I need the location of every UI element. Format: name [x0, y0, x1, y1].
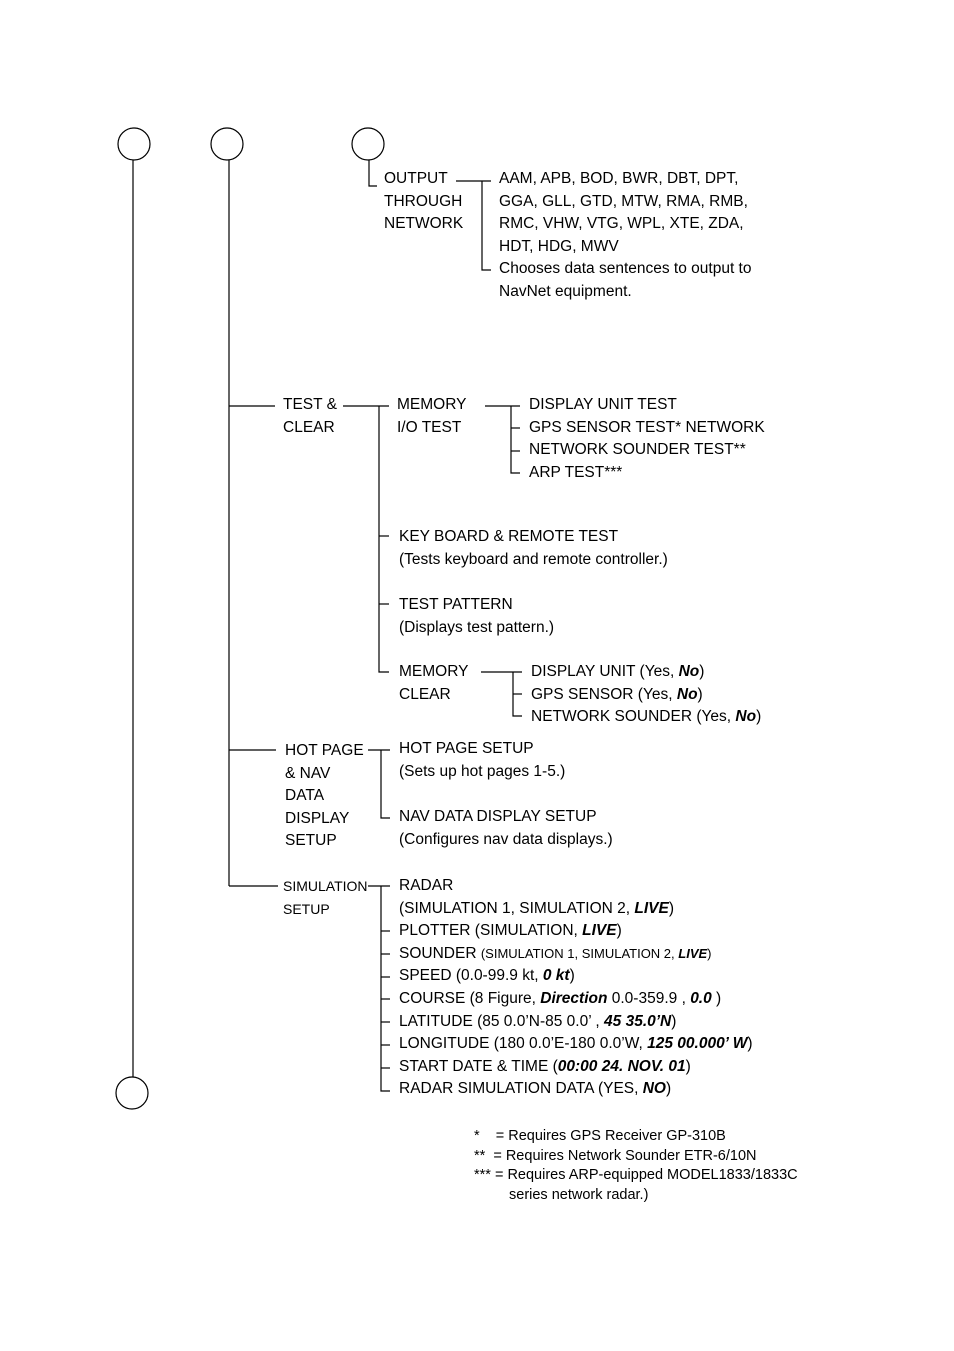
- footnote-3: *** = Requires ARP-equipped MODEL1833/1833C: [474, 1167, 798, 1183]
- hot-page-setup: HOT PAGE SETUP (Sets up hot pages 1-5.): [399, 740, 566, 780]
- sim-speed: SPEED (0.0-99.9 kt, 0 kt): [399, 967, 575, 985]
- sim-sounder: SOUNDER (SIMULATION 1, SIMULATION 2, LIVE): [399, 944, 712, 962]
- connector-circle-3-top: [352, 128, 384, 160]
- gps-sensor-test: GPS SENSOR TEST* NETWORK: [529, 418, 765, 436]
- sim-latitude: LATITUDE (85 0.0’N-85 0.0’ , 45 35.0’N): [399, 1012, 677, 1030]
- connector-circle-2-top: [211, 128, 243, 160]
- footnote-3-cont: series network radar.): [509, 1186, 649, 1203]
- nav-data-display-setup: NAV DATA DISPLAY SETUP (Configures nav data displays.): [399, 808, 613, 848]
- sim-plotter: PLOTTER (SIMULATION, LIVE): [399, 922, 622, 940]
- network-sounder-test: NETWORK SOUNDER TEST**: [529, 441, 746, 459]
- output-network-label: OUTPUT THROUGH NETWORK: [384, 170, 464, 233]
- simulation-setup-label: SIMULATION SETUP: [283, 878, 368, 917]
- sim-course: COURSE (8 Figure, Direction 0.0-359.9 , 0.0 ): [399, 989, 722, 1007]
- clear-network-sounder: NETWORK SOUNDER (Yes, No): [531, 708, 762, 726]
- footnote-2: ** = Requires Network Sounder ETR-6/10N: [474, 1147, 757, 1164]
- sim-longitude: LONGITUDE (180 0.0’E-180 0.0’W, 125 00.000’ W): [399, 1035, 753, 1053]
- test-pattern: TEST PATTERN (Displays test pattern.): [399, 596, 555, 636]
- sim-radar-options: (SIMULATION 1, SIMULATION 2, LIVE): [399, 899, 675, 917]
- output-sentence-list: AAM, APB, BOD, BWR, DBT, DPT, GGA, GLL, GTD, MTW, RMA, RMB, RMC, VHW, VTG, WPL, XTE, ZDA, HDT, HDG, MWV Chooses data sentences to output to NavNet equipment.: [499, 170, 752, 300]
- footnote-1: * = Requires GPS Receiver GP-310B: [474, 1128, 726, 1144]
- sim-radar-data: RADAR SIMULATION DATA (YES, NO): [399, 1080, 672, 1098]
- memory-io-test-label: MEMORY I/O TEST: [397, 396, 467, 436]
- sim-radar: RADAR: [399, 877, 454, 894]
- memory-clear-label: MEMORY CLEAR: [399, 663, 469, 703]
- footnotes: [474, 1127, 798, 1205]
- test-clear-label: TEST & CLEAR: [283, 396, 337, 436]
- connector-circle-1-top: [118, 128, 150, 160]
- keyboard-remote-test: KEY BOARD & REMOTE TEST (Tests keyboard and remote controller.): [399, 528, 668, 568]
- hot-page-nav-label: HOT PAGE & NAV DATA DISPLAY SETUP: [285, 742, 364, 850]
- connector-circle-1-bottom: [116, 1077, 148, 1109]
- memory-clear-items: [531, 661, 761, 729]
- clear-display-unit: DISPLAY UNIT (Yes, No): [531, 663, 705, 680]
- arp-test: ARP TEST***: [529, 463, 623, 481]
- simulation-items: [399, 875, 753, 1101]
- display-unit-test: DISPLAY UNIT TEST: [529, 396, 677, 413]
- memory-io-test-items: [529, 394, 765, 484]
- sim-start-date: START DATE & TIME (00:00 24. NOV. 01): [399, 1057, 691, 1075]
- clear-gps-sensor: GPS SENSOR (Yes, No): [531, 685, 703, 703]
